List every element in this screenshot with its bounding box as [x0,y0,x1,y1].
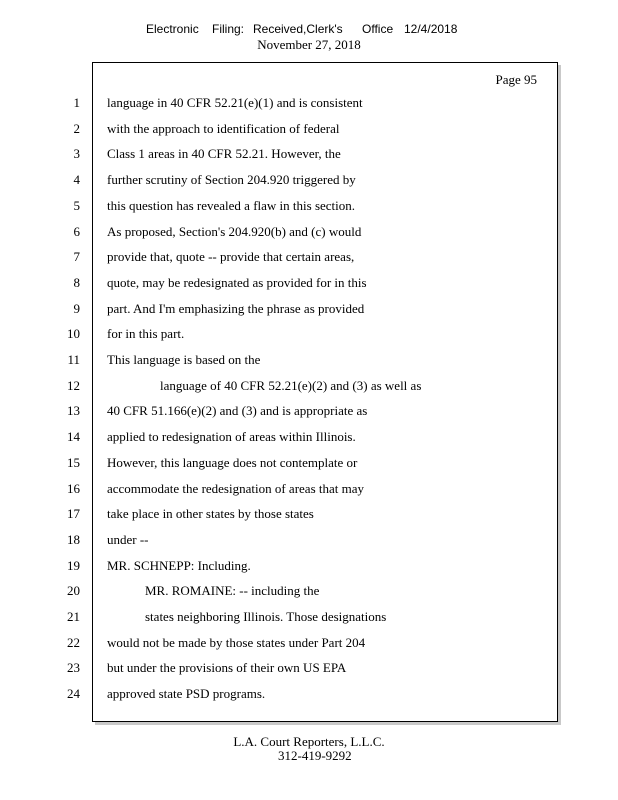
line-number: 19 [67,558,80,573]
line-number: 20 [67,583,80,598]
line-number: 10 [67,326,80,341]
line-text: for in this part. [107,326,185,341]
line-text: this question has revealed a flaw in this section. [107,198,356,213]
line-number: 16 [67,481,80,496]
line-text: 40 CFR 51.166(e)(2) and (3) and is appropriate as [107,403,368,418]
line-text: This language is based on the [107,352,261,367]
line-text: further scrutiny of Section 204.920 triggered by [107,172,356,187]
line-text: MR. SCHNEPP: Including. [107,558,251,573]
line-text: take place in other states by those states [107,506,314,521]
line-number: 11 [67,352,80,367]
line-number: 21 [67,609,80,624]
line-text: accommodate the redesignation of areas that may [107,481,365,496]
footer-phone: 312-419-9292 [278,748,352,763]
line-number: 2 [73,121,80,136]
stamp-word: Electronic [146,22,199,36]
line-text: applied to redesignation of areas within Illinois. [107,429,356,444]
line-text: would not be made by those states under Part 204 [107,635,366,650]
line-text: provide that, quote -- provide that certain areas, [107,249,355,264]
line-text: As proposed, Section's 204.920(b) and (c) would [107,224,362,239]
line-text: quote, may be redesignated as provided for in this [107,275,367,290]
line-number: 3 [73,146,80,161]
line-text: states neighboring Illinois. Those designations [145,609,387,624]
line-number: 7 [73,249,80,264]
stamp-date: 12/4/2018 [404,22,458,36]
line-number: 14 [67,429,80,444]
line-text: MR. ROMAINE: -- including the [145,583,320,598]
page-number: Page 95 [495,72,537,87]
line-text: Class 1 areas in 40 CFR 52.21. However, the [107,146,341,161]
line-number: 9 [73,301,80,316]
transcript-date: November 27, 2018 [257,37,361,52]
line-text: However, this language does not contemplate or [107,455,358,470]
line-number: 1 [73,95,80,110]
line-text: under -- [107,532,149,547]
stamp-word: Filing: [212,22,245,36]
line-number: 17 [67,506,80,521]
line-text: but under the provisions of their own US EPA [107,660,347,675]
line-number: 24 [67,686,80,701]
line-number: 12 [67,378,80,393]
line-text: approved state PSD programs. [107,686,266,701]
stamp-word: Office [362,22,394,36]
line-number: 22 [67,635,80,650]
stamp-word: Received,Clerk's [253,22,343,36]
electronic-filing-stamp [0,22,618,36]
line-text: part. And I'm emphasizing the phrase as provided [107,301,365,316]
line-number: 13 [67,403,80,418]
line-number: 6 [73,224,80,239]
line-number: 23 [67,660,80,675]
line-text: language of 40 CFR 52.21(e)(2) and (3) as well as [160,378,422,393]
footer-company: L.A. Court Reporters, L.L.C. [233,734,385,749]
line-number: 18 [67,532,80,547]
line-text: language in 40 CFR 52.21(e)(1) and is consistent [107,95,363,110]
line-number: 15 [67,455,80,470]
line-text: with the approach to identification of federal [107,121,340,136]
line-number: 5 [73,198,80,213]
line-number: 8 [73,275,80,290]
line-number: 4 [73,172,80,187]
